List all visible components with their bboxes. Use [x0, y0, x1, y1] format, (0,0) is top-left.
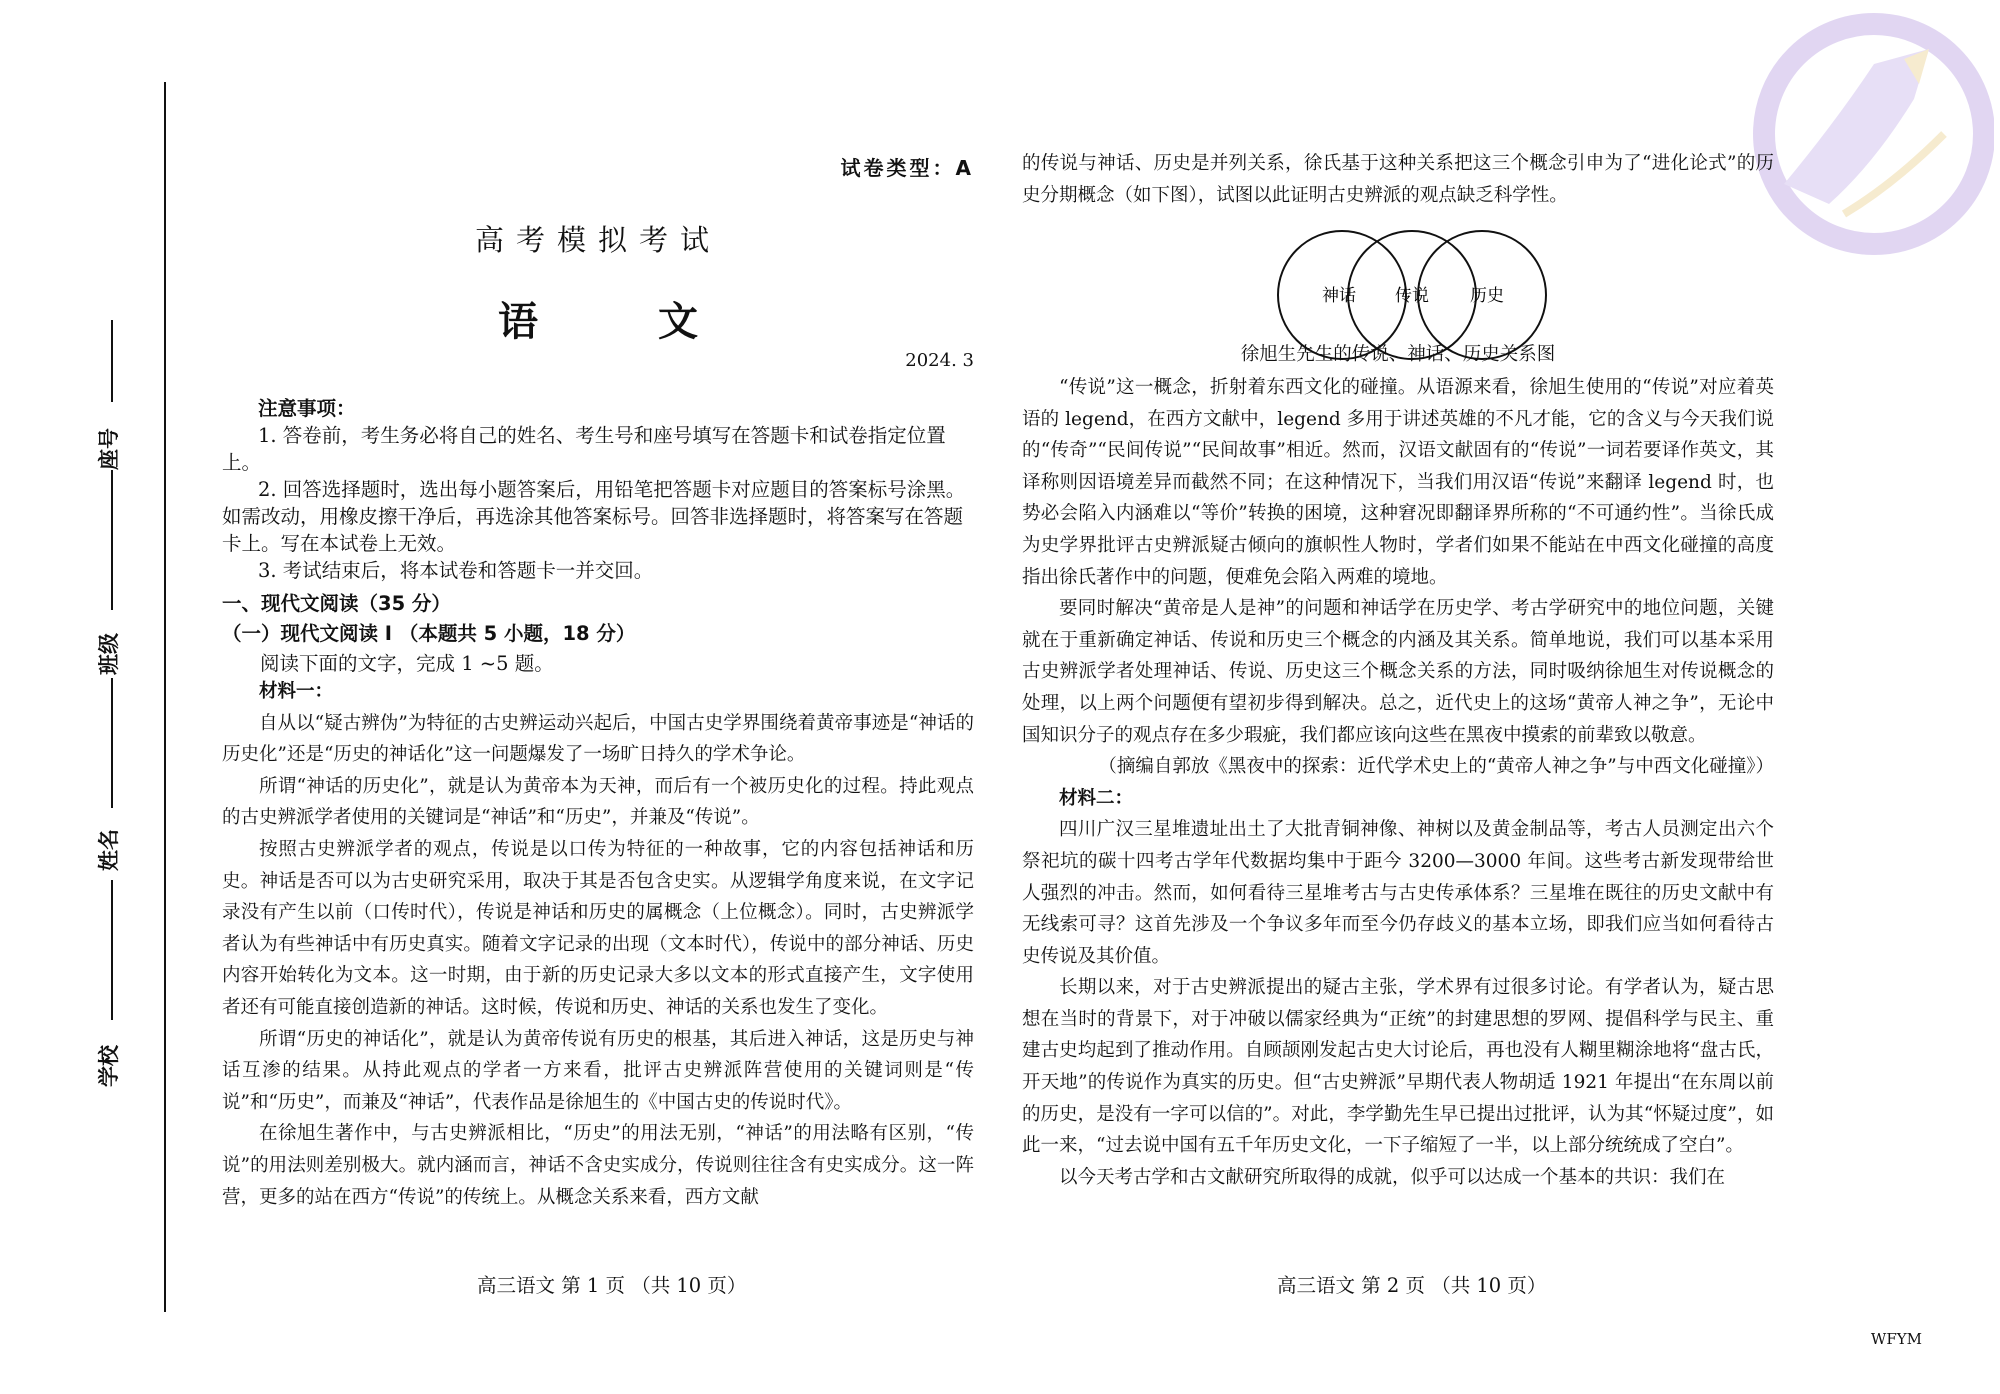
venn-label-legend: 传说 — [1395, 286, 1429, 306]
class-blank — [111, 470, 113, 610]
paragraph: 在徐旭生著作中，与古史辨派相比，“历史”的用法无别，“神话”的用法略有区别，“传说”的用法则差别极大。就内涵而言，神话不含史实成分，传说则往往含有史实成分。这一阵营，更多的站在西方“传说”的传统上。从概念关系来看，西方文献 — [222, 1123, 974, 1208]
binding-line — [164, 82, 166, 1312]
exam-title: 高考模拟考试 — [474, 223, 721, 257]
paragraph: 自从以“疑古辨伪”为特征的古史辨运动兴起后，中国古史学界围绕着黄帝事迹是“神话的历史化”还是“历史的神话化”这一问题爆发了一场旷日持久的学术争论。 — [222, 712, 974, 766]
notice-item: 3. 考试结束后，将本试卷和答题卡一并交回。 — [258, 559, 654, 582]
source-citation: （摘编自郭放《黑夜中的探索：近代学术史上的“黄帝人神之争”与中西文化碰撞》） — [1098, 756, 1774, 778]
seat-blank — [111, 320, 113, 402]
name-blank — [111, 678, 113, 808]
class-label: 班级 — [97, 633, 121, 675]
paragraph: 四川广汉三星堆遗址出土了大批青铜神像、神树以及黄金制品等，考古人员测定出六个祭祀坑的碳十四考古学年代数据均集中于距今 3200—3000 年间。这些考古新发现带给世人强烈的冲击。然而，如何看待三星堆考古与古史传承体系？三星堆在既往的历史文献中有无线索可寻？这首先涉及一个争议多年而至今仍存歧义的基本立场，即我们应当如何看待古史传说及其价值。 — [1022, 819, 1774, 967]
page-code: WFYM — [1870, 1330, 1922, 1348]
venn-caption: 徐旭生先生的传说、神话、历史关系图 — [1240, 344, 1556, 365]
subject-title: 语文 — [498, 299, 818, 345]
notice-heading: 注意事项： — [258, 397, 356, 420]
intro-text — [1022, 148, 1774, 211]
paragraph: 所谓“历史的神话化”，就是认为黄帝传说有历史的根基，其后进入神话，这是历史与神话互渗的结果。从持此观点的学者一方来看，批评古史辨派阵营使用的关键词则是“传说”和“历史”，而兼及“神话”，代表作品是徐旭生的《中国古史的传说时代》。 — [222, 1028, 974, 1113]
notice-item: 2. 回答选择题时，选出每小题答案后，用铅笔把答题卡对应题目的答案标号涂黑。如需改动，用橡皮擦干净后，再选涂其他答案标号。回答非选择题时，将答案写在答题卡上。写在本试卷上无效。 — [222, 478, 966, 555]
exam-type: 试卷类型：A — [840, 156, 974, 180]
reading-text-continued — [1022, 372, 1774, 1193]
paragraph: 以今天考古学和古文献研究所取得的成就，似乎可以达成一个基本的共识：我们在 — [1059, 1166, 1726, 1188]
section-heading: 一、现代文阅读（35 分） — [222, 592, 451, 615]
reading-text — [222, 676, 974, 1213]
name-label: 姓名 — [97, 829, 121, 871]
paragraph: 按照古史辨派学者的观点，传说是以口传为特征的一种故事，它的内容包括神话和历史。神话是否可以为古史研究采用，取决于其是否包含史实。从逻辑学角度来说，在文字记录没有产生以前（口传时代），传说是神话和历史的属概念（上位概念）。同时，古史辨派学者认为有些神话中有历史真实。随着文字记录的出现（文本时代），传说中的部分神话、历史内容开始转化为文本。这一时期，由于新的历史记录大多以文本的形式直接产生，文字使用者还有可能直接创造新的神话。这时候，传说和历史、神话的关系也发生了变化。 — [222, 838, 974, 1018]
subsection-heading: （一）现代文阅读 I （本题共 5 小题，18 分） — [222, 622, 636, 645]
material-one-label: 材料一： — [259, 681, 334, 702]
paragraph: 所谓“神话的历史化”，就是认为黄帝本为天神，而后有一个被历史化的过程。持此观点的古史辨派学者使用的关键词是“神话”和“历史”，并兼及“传说”。 — [222, 775, 974, 829]
page-footer: 高三语文 第 2 页 （共 10 页） — [1277, 1274, 1547, 1297]
school-label: 学校 — [97, 1045, 121, 1087]
instruction: 阅读下面的文字，完成 1 ~5 题。 — [260, 652, 554, 675]
paragraph: “传说”这一概念，折射着东西文化的碰撞。从语源来看，徐旭生使用的“传说”对应着英语的 legend，在西方文献中，legend 多用于讲述英雄的不凡才能，它的含义与今天我们说的“传奇”“民间传说”“民间故事”相近。然而，汉语文献固有的“传说”一词若要译作英文，其译称则因语境差异而截然不同；在这种情况下，当我们用汉语“传说”来翻译 legend 时，也势必会陷入内涵难以“等价”转换的困境，这种窘况即翻译界所称的“不可通约性”。当徐氏成为史学界批评古史辨派疑古倾向的旗帜性人物时，学者们如果不能站在中西文化碰撞的高度指出徐氏著作中的问题，便难免会陷入两难的境地。 — [1022, 377, 1774, 588]
venn-label-myth: 神话 — [1322, 286, 1356, 306]
seat-label: 座号 — [97, 428, 121, 470]
page-footer: 高三语文 第 1 页 （共 10 页） — [477, 1274, 747, 1297]
venn-label-history: 历史 — [1470, 286, 1504, 306]
paragraph: 要同时解决“黄帝是人是神”的问题和神话学在历史学、考古学研究中的地位问题，关键就在于重新确定神话、传说和历史三个概念的内涵及其关系。简单地说，我们可以基本采用古史辨派学者处理神话、传说、历史这三个概念关系的方法，同时吸纳徐旭生对传说概念的处理，以上两个问题便有望初步得到解决。总之，近代史上的这场“黄帝人神之争”，无论中国知识分子的观点存在多少瑕疵，我们都应该向这些在黑夜中摸索的前辈致以敬意。 — [1022, 598, 1774, 746]
paragraph: 的传说与神话、历史是并列关系，徐氏基于这种关系把这三个概念引申为了“进化论式”的历史分期概念（如下图），试图以此证明古史辨派的观点缺乏科学性。 — [1022, 153, 1774, 206]
watermark-logo-icon — [1724, 4, 1994, 274]
material-two-label: 材料二： — [1059, 787, 1134, 809]
notice-item: 1. 答卷前，考生务必将自己的姓名、考生号和座号填写在答题卡和试卷指定位置上。 — [222, 424, 946, 474]
school-blank — [111, 880, 113, 1020]
exam-date: 2024. 3 — [905, 350, 974, 371]
notice-block — [222, 395, 974, 584]
paragraph: 长期以来，对于古史辨派提出的疑古主张，学术界有过很多讨论。有学者认为，疑古思想在当时的背景下，对于冲破以儒家经典为“正统”的封建思想的罗网、提倡科学与民主、重建古史均起到了推动作用。自顾颉刚发起古史大讨论后，再也没有人糊里糊涂地将“盘古氏，开天地”的传说作为真实的历史。但“古史辨派”早期代表人物胡适 1921 年提出“在东周以前的历史，是没有一字可以信的”。对此，李学勤先生早已提出过批评，认为其“怀疑过度”，如此一来，“过去说中国有五千年历史文化，一下子缩短了一半，以上部分统统成了空白”。 — [1022, 977, 1774, 1157]
